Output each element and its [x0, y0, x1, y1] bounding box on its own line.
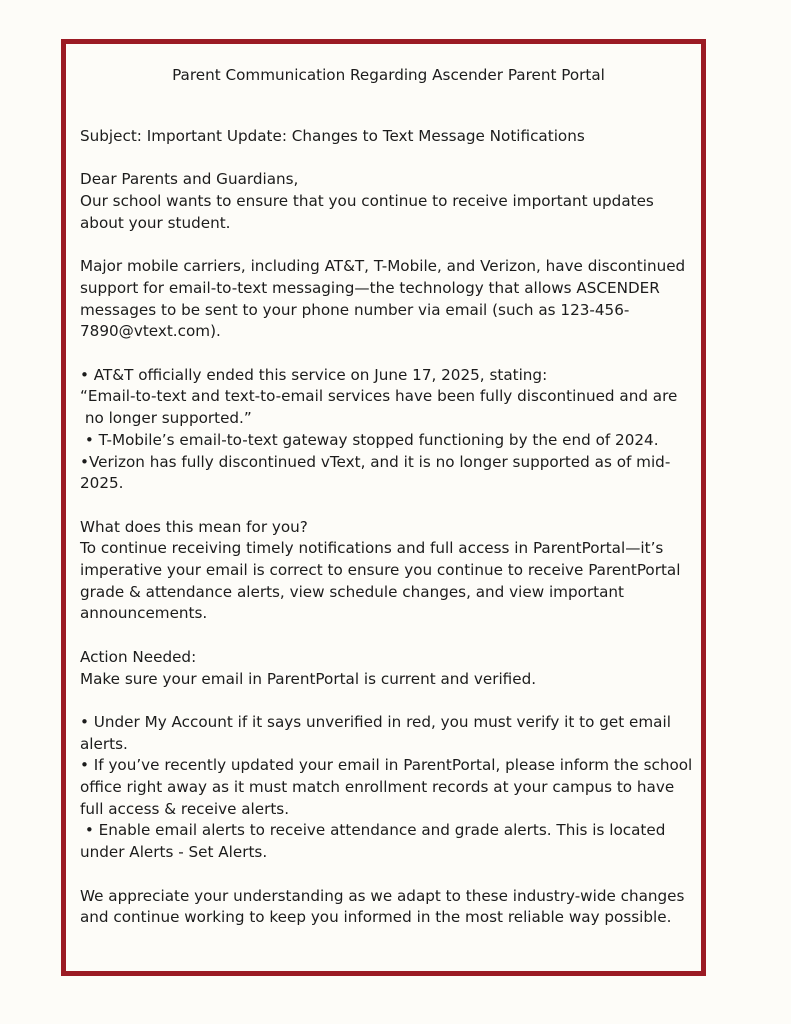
letter-line: Action Needed:	[80, 647, 197, 666]
blank-line	[80, 625, 700, 647]
letter-line: To continue receiving timely notifications and full access in ParentPortal—it’s	[80, 539, 664, 558]
letter-line: full access & receive alerts.	[80, 799, 290, 818]
letter-line: support for email-to-text messaging—the technology that allows ASCENDER	[80, 278, 660, 297]
letter-line: • Enable email alerts to receive attendance and grade alerts. This is located	[80, 821, 666, 840]
letter-line: •Verizon has fully discontinued vText, and it is no longer supported as of mid-	[80, 452, 671, 471]
letter-line: Make sure your email in ParentPortal is current and verified.	[80, 669, 537, 688]
letter-line: 7890@vtext.com).	[80, 322, 221, 341]
letter-line: We appreciate your understanding as we adapt to these industry-wide changes	[80, 886, 685, 905]
letter-line: Our school wants to ensure that you continue to receive important updates	[80, 192, 654, 211]
blank-line	[80, 148, 700, 170]
blank-line	[80, 343, 700, 365]
letter-line: • If you’ve recently updated your email in ParentPortal, please inform the school	[80, 756, 693, 775]
blank-line	[80, 864, 700, 886]
letter-line: and continue working to keep you informed in the most reliable way possible.	[80, 908, 672, 927]
letter-line: Dear Parents and Guardians,	[80, 170, 299, 189]
letter-line: • AT&T officially ended this service on June 17, 2025, stating:	[80, 365, 548, 384]
letter-line: Major mobile carriers, including AT&T, T-Mobile, and Verizon, have discontinued	[80, 257, 686, 276]
letter-line: office right away as it must match enrollment records at your campus to have	[80, 778, 675, 796]
document-frame	[61, 39, 706, 976]
letter-line: imperative your email is correct to ensure you continue to receive ParentPortal	[80, 561, 681, 579]
letter-line: What does this mean for you?	[80, 517, 308, 536]
letter-line: no longer supported.”	[80, 409, 252, 428]
blank-line	[80, 690, 700, 712]
letter-line: “Email-to-text and text-to-email services have been fully discontinued and are	[80, 387, 678, 406]
letter-line: under Alerts - Set Alerts.	[80, 843, 268, 862]
letter-body	[80, 126, 700, 929]
blank-line	[80, 235, 700, 257]
letter-line: • Under My Account if it says unverified in red, you must verify it to get email	[80, 712, 671, 731]
letter-line: announcements.	[80, 604, 208, 623]
letter-line: about your student.	[80, 213, 231, 232]
letter-line: messages to be sent to your phone number via email (such as 123-456-	[80, 300, 630, 319]
letter-line: • T-Mobile’s email-to-text gateway stopped functioning by the end of 2024.	[80, 430, 659, 449]
letter-line: Subject: Important Update: Changes to Text Message Notifications	[80, 127, 585, 145]
document-title: Parent Communication Regarding Ascender Parent Portal	[172, 66, 605, 84]
letter-line: grade & attendance alerts, view schedule changes, and view important	[80, 582, 624, 601]
letter-line: alerts.	[80, 734, 128, 753]
letter-line: 2025.	[80, 474, 124, 493]
blank-line	[80, 495, 700, 517]
